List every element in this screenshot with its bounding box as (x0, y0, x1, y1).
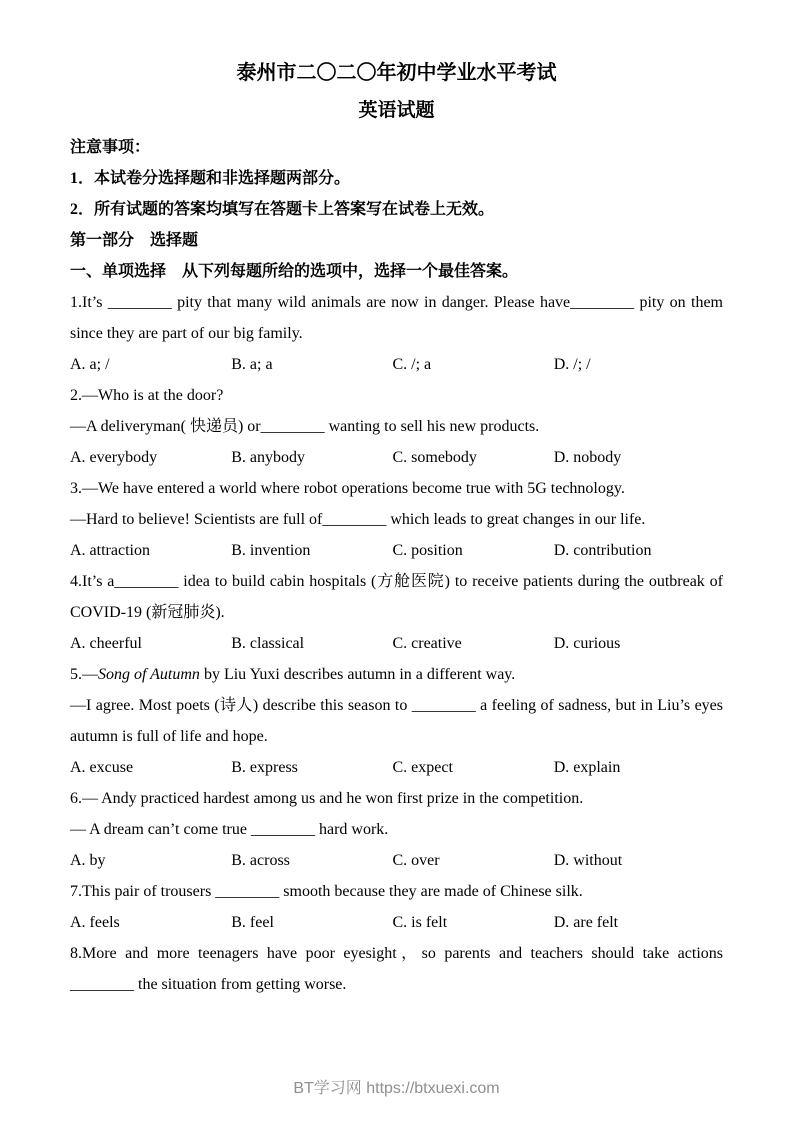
document-subtitle: 英语试题 (358, 100, 435, 121)
option: A. everybody (70, 448, 158, 466)
option: D. /; / (553, 355, 591, 373)
option: D. contribution (553, 541, 652, 559)
option: B. invention (231, 541, 311, 559)
question-text-run: 5.— (70, 665, 98, 683)
question-text: —A deliveryman( 快递员) or________ wanting to sell his new products. (70, 417, 540, 435)
notice-item: 2．所有试题的答案均填写在答题卡上答案写在试卷上无效。 (70, 200, 495, 218)
question-8 (70, 938, 723, 1000)
notice-list (70, 163, 723, 225)
option: B. anybody (231, 448, 306, 466)
options-row (70, 349, 723, 380)
question-text: —Hard to believe! Scientists are full of________ which leads to great changes in our life. (70, 510, 646, 528)
option: A. by (70, 851, 106, 869)
option: C. /; a (392, 355, 432, 373)
question-text (70, 659, 723, 690)
question-text: 4.It’s a________ idea to build cabin hospitals (方舱医院) to receive patients during the outbreak of COVID-19 (新冠肺炎). (70, 572, 723, 621)
question-text: 8.More and more teenagers have poor eyesight，so parents and teachers should take actions ________ the situation from getting worse. (70, 944, 723, 993)
option: C. creative (392, 634, 462, 652)
option: B. classical (231, 634, 305, 652)
option: D. curious (553, 634, 621, 652)
option: C. position (392, 541, 463, 559)
section-heading: 一、单项选择 从下列每题所给的选项中，选择一个最佳答案。 (70, 262, 519, 280)
document-title: 泰州市二〇二〇年初中学业水平考试 (236, 62, 557, 84)
options-row (70, 535, 723, 566)
question-3 (70, 473, 723, 566)
options-row (70, 752, 723, 783)
options-row (70, 442, 723, 473)
part-heading: 第一部分 选择题 (70, 231, 199, 249)
option: A. attraction (70, 541, 150, 559)
question-text: — A dream can’t come true ________ hard work. (70, 820, 389, 838)
option: C. somebody (392, 448, 477, 466)
option: D. nobody (553, 448, 622, 466)
option: A. cheerful (70, 634, 142, 652)
option: C. expect (392, 758, 453, 776)
question-text: 3.—We have entered a world where robot operations become true with 5G technology. (70, 479, 625, 497)
option: B. a; a (231, 355, 273, 373)
question-5 (70, 659, 723, 783)
question-list (70, 287, 723, 1000)
option: B. across (231, 851, 290, 869)
option: B. express (231, 758, 298, 776)
option: D. are felt (553, 913, 619, 931)
notice-item: 1．本试卷分选择题和非选择题两部分。 (70, 169, 351, 187)
question-text-italic-run: Song of Autumn (98, 665, 200, 683)
question-4 (70, 566, 723, 659)
option: B. feel (231, 913, 274, 931)
question-text-run: by Liu Yuxi describes autumn in a different way. (199, 665, 516, 683)
options-row (70, 907, 723, 938)
question-1 (70, 287, 723, 380)
question-7 (70, 876, 723, 938)
option: A. excuse (70, 758, 134, 776)
option: A. feels (70, 913, 120, 931)
footer-watermark: BT学习网 https://btxuexi.com (293, 1080, 500, 1097)
question-text: 7.This pair of trousers ________ smooth because they are made of Chinese silk. (70, 882, 583, 900)
question-text: —I agree. Most poets (诗人) describe this season to ________ a feeling of sadness, but in Liu’s eyes autumn is full of life and hope. (70, 696, 723, 745)
question-text: 2.—Who is at the door? (70, 386, 224, 404)
option: A. a; / (70, 355, 110, 373)
option: C. is felt (392, 913, 448, 931)
question-2 (70, 380, 723, 473)
options-row (70, 628, 723, 659)
question-text: 6.— Andy practiced hardest among us and he won first prize in the competition. (70, 789, 584, 807)
options-row (70, 845, 723, 876)
question-text: 1.It’s ________ pity that many wild animals are now in danger. Please have________ pity on them since they are part of our big family. (70, 293, 723, 342)
question-6 (70, 783, 723, 876)
option: D. without (553, 851, 623, 869)
notice-heading: 注意事项： (70, 138, 151, 156)
option: C. over (392, 851, 440, 869)
option: D. explain (553, 758, 621, 776)
